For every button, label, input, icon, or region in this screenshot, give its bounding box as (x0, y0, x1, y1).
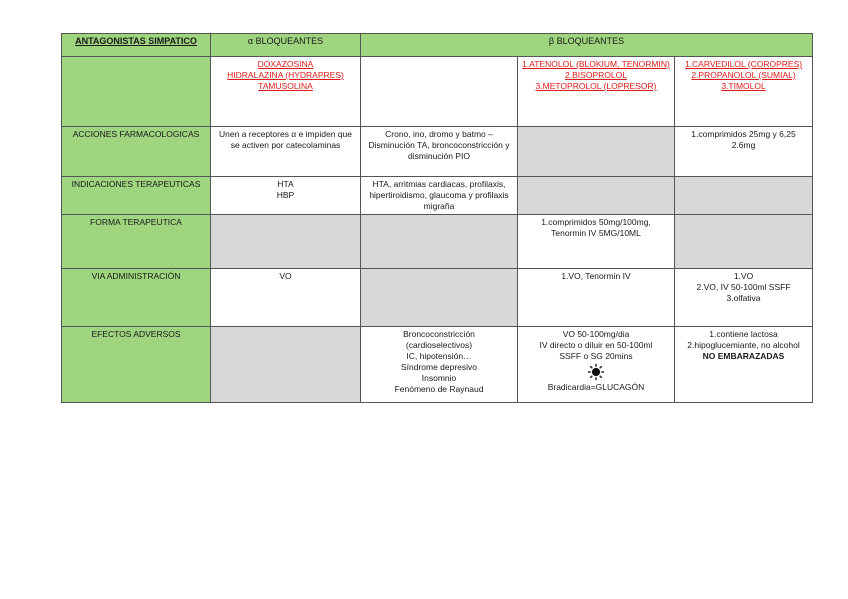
empty-grey-cell (211, 215, 361, 269)
drug-name: DOXAZOSINA (257, 59, 314, 69)
cell-line: 2.VO, IV 50-100ml SSFF (696, 282, 791, 292)
drug-name: 3.TIMOLOL (721, 81, 766, 91)
cell-line: Tenormin IV 5MG/10ML (551, 228, 641, 238)
efectos-beta-cell (361, 327, 518, 403)
cell-line: Broncoconstricción (403, 329, 475, 339)
row-label: FORMA TERAPEUTICA (62, 215, 211, 269)
cell-line: 1.contiene lactosa (709, 329, 778, 339)
drug-name: 1.CARVEDILOL (COROPRES) (684, 59, 803, 69)
cell-line: 1.comprimidos 25mg y 6,25 (691, 129, 796, 139)
drugs-label-cell (62, 57, 211, 127)
via-row (62, 269, 813, 327)
alpha-drugs-cell (211, 57, 361, 127)
beta-header: β BLOQUEANTES (361, 34, 813, 57)
indicaciones-row (62, 177, 813, 215)
cell-line: 2.hipoglucemiante, no alcohol (687, 340, 800, 350)
empty-grey-cell (361, 215, 518, 269)
row-label: INDICACIONES TERAPEUTICAS (62, 177, 211, 215)
table-title: ANTAGONISTAS SIMPATICO (75, 36, 197, 46)
cell-line: VO 50-100mg/dia (562, 329, 630, 339)
empty-grey-cell (518, 177, 675, 215)
via-beta2-cell (675, 269, 813, 327)
forma-beta1-cell (518, 215, 675, 269)
row-label: VIA ADMINISTRACIÓN (62, 269, 211, 327)
drug-name: TAMUSOLINA (258, 81, 313, 91)
drug-name: HIDRALAZINA (HYDRAPRES) (227, 70, 344, 80)
pharmacology-table (61, 33, 813, 403)
via-beta1-cell: 1.VO, Tenormin IV (518, 269, 675, 327)
cell-line: IC, hipotensión… (406, 351, 472, 361)
empty-grey-cell (675, 215, 813, 269)
sun-icon (521, 363, 671, 381)
cell-line: 1.VO (733, 271, 754, 281)
header-row (62, 34, 813, 57)
row-label: ACCIONES FARMACOLOGICAS (62, 127, 211, 177)
cell-line: Insomnio (421, 373, 457, 383)
cell-line: HTA (277, 179, 294, 189)
empty-grey-cell (211, 327, 361, 403)
cell-line-emphasis: NO EMBARAZADAS (702, 351, 785, 361)
alpha-header: α BLOQUEANTES (211, 34, 361, 57)
cell-line: 1.comprimidos 50mg/100mg, (541, 217, 651, 227)
indicaciones-beta-cell: HTA, arritmias cardiacas, profilaxis, hipertiroidismo, glaucoma y profilaxis migraña (361, 177, 518, 215)
efectos-beta2-cell (675, 327, 813, 403)
drugs-row (62, 57, 813, 127)
cell-line: (cardioselectivos) (405, 340, 473, 350)
table-title-cell (62, 34, 211, 57)
drug-name: 2.PROPANOLOL (SUMIAL) (691, 70, 796, 80)
cell-line: 3.olfativa (726, 293, 761, 303)
drug-name: 2.BISOPROLOL (565, 70, 627, 80)
efectos-beta1-cell (518, 327, 675, 403)
efectos-row (62, 327, 813, 403)
indicaciones-alpha-cell (211, 177, 361, 215)
cell-line: 2.6mg (731, 140, 756, 150)
cell-line: HBP (276, 190, 295, 200)
row-label: EFECTOS ADVERSOS (62, 327, 211, 403)
cell-line: Síndrome depresivo (400, 362, 478, 372)
beta1-drugs-cell (518, 57, 675, 127)
acciones-row (62, 127, 813, 177)
acciones-beta2-cell (675, 127, 813, 177)
forma-row (62, 215, 813, 269)
cell-line: Fenómeno de Raynaud (394, 384, 484, 394)
via-alpha-cell: VO (211, 269, 361, 327)
acciones-beta-cell: Crono, ino, dromo y batmo – Disminución TA, broncoconstricción y disminución PIO (361, 127, 518, 177)
cell-line: Bradicardia=GLUCAGÓN (547, 382, 645, 392)
drug-name: 1.ATENOLOL (BLOKIUM, TENORMIN) (522, 59, 670, 69)
cell-line: IV directo o diluir en 50-100ml (539, 340, 653, 350)
beta-drugs-empty-cell (361, 57, 518, 127)
drug-name: 3.METOPROLOL (LOPRESOR) (535, 81, 657, 91)
empty-grey-cell (361, 269, 518, 327)
empty-grey-cell (518, 127, 675, 177)
cell-line: SSFF o SG 20mins (559, 351, 633, 361)
beta2-drugs-cell (675, 57, 813, 127)
empty-grey-cell (675, 177, 813, 215)
acciones-alpha-cell: Unen a receptores α e impiden que se activen por catecolaminas (211, 127, 361, 177)
